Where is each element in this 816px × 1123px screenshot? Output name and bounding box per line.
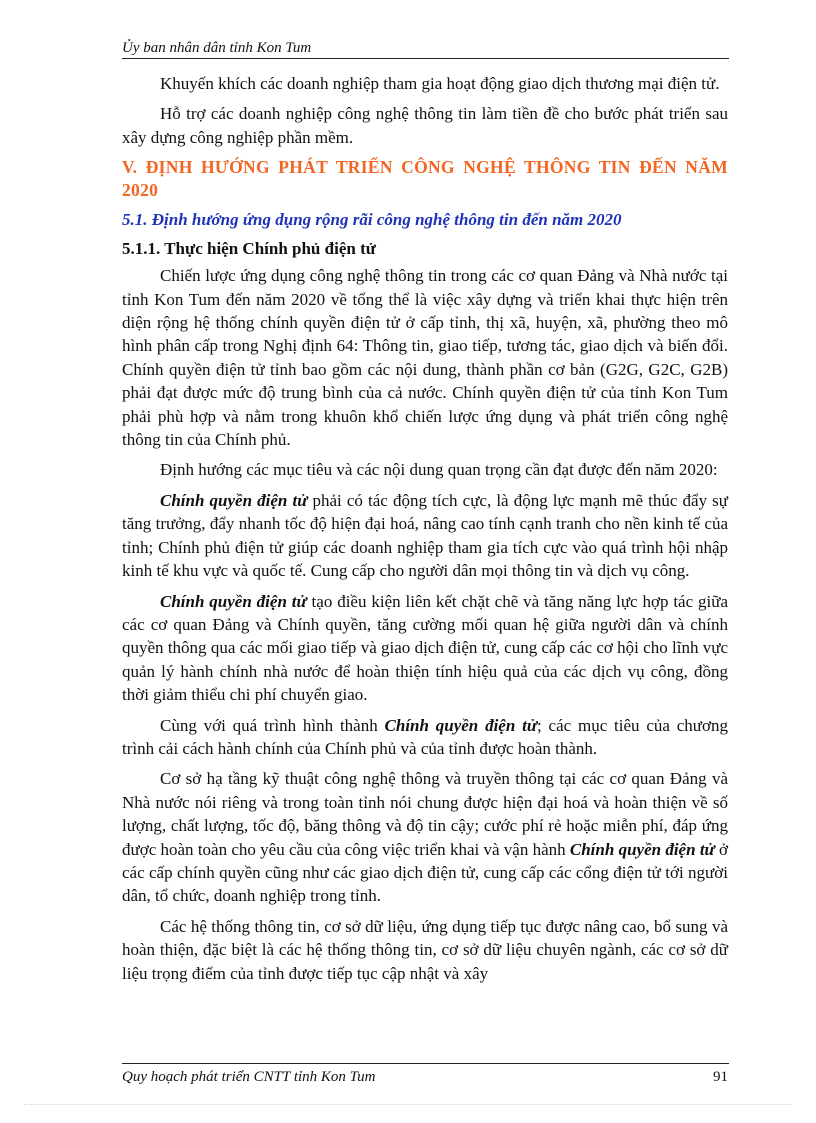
paragraph-7: Các hệ thống thông tin, cơ sở dữ liệu, ứng dụng tiếp tục được nâng cao, bổ sung và hoàn thiện, đặc biệt là các hệ thống thông tin, cơ sở dữ liệu chuyên ngành, các cơ sở dữ liệu trọng điểm của tỉnh được tiếp tục cập nhật và xây <box>122 916 728 983</box>
page-edge-divider <box>24 1104 792 1105</box>
footer-title: Quy hoạch phát triển CNTT tỉnh Kon Tum <box>122 1069 376 1085</box>
paragraph-2: Định hướng các mục tiêu và các nội dung quan trọng cần đạt được đến năm 2020: <box>160 460 718 480</box>
page-content <box>122 72 728 992</box>
page-header: Ủy ban nhân dân tỉnh Kon Tum <box>122 40 312 56</box>
paragraph-text: ; các mục tiêu của chương trình cải cách hành chính của Chính phủ và của tỉnh được hoàn thành. <box>122 715 728 758</box>
section-heading-v: V. ĐỊNH HƯỚNG PHÁT TRIỂN CÔNG NGHỆ THÔNG TIN ĐẾN NĂM 2020 <box>122 157 728 201</box>
paragraph-4 <box>122 590 728 707</box>
paragraph-intro-1: Khuyến khích các doanh nghiệp tham gia hoạt động giao dịch thương mại điện tử. <box>160 74 720 93</box>
paragraph-text: Cơ sở hạ tầng kỹ thuật công nghệ thông và truyền thông tại các cơ quan Đảng và Nhà nước nói riêng và trong toàn tỉnh nói chung được hiện đại hoá và hoàn thiện về số lượng, chất lượng, tốc độ, băng thông và độ tin cậy; cước phí rẻ hoặc miễn phí, đáp ứng được hoàn toàn cho yêu cầu của công việc triển khai và vận hành <box>122 769 728 859</box>
footer-divider <box>122 1063 729 1064</box>
emphasis-term: Chính quyền điện tử <box>160 591 307 611</box>
emphasis-term: Chính quyền điện tử <box>384 715 538 735</box>
header-divider <box>122 58 729 59</box>
paragraph-text: ở các cấp chính quyền cũng như các giao dịch điện tử, cung cấp các cổng điện tử tới người dân, tổ chức, doanh nghiệp trong tỉnh. <box>122 839 728 906</box>
paragraph-text: Cùng với quá trình hình thành <box>160 715 385 735</box>
paragraph-5 <box>122 714 728 761</box>
paragraph-intro-2: Hỗ trợ các doanh nghiệp công nghệ thông tin làm tiền đề cho bước phát triển sau xây dựng công nghiệp phần mềm. <box>122 104 728 147</box>
emphasis-term: Chính quyền điện tử <box>569 839 715 859</box>
page-number: 91 <box>713 1069 728 1085</box>
subsection-heading-5-1: 5.1. Định hướng ứng dụng rộng rãi công nghệ thông tin đến năm 2020 <box>122 210 622 230</box>
emphasis-term: Chính quyền điện tử <box>160 490 308 510</box>
subsubsection-heading-5-1-1: 5.1.1. Thực hiện Chính phủ điện tử <box>122 239 376 259</box>
paragraph-6 <box>122 767 728 907</box>
paragraph-3 <box>122 489 728 583</box>
paragraph-text: phải có tác động tích cực, là động lực mạnh mẽ thúc đẩy sự tăng trưởng, đẩy nhanh tốc độ hiện đại hoá, nâng cao tính cạnh tranh cho nền kinh tế của tỉnh; Chính phủ điện tử giúp các doanh nghiệp tham gia tích cực vào quá trình hội nhập kinh tế khu vực và quốc tế. Cung cấp cho người dân mọi thông tin và dịch vụ công. <box>122 490 729 581</box>
paragraph-1: Chiến lược ứng dụng công nghệ thông tin trong các cơ quan Đảng và Nhà nước tại tỉnh Kon Tum đến năm 2020 về tổng thể là việc xây dựng và triển khai thực hiện trên diện rộng hệ thống chính quyền điện tử ở cấp tỉnh, thị xã, huyện, xã, phường theo mô hình phân cấp trong Nghị định 64: Thông tin, giao tiếp, tương tác, giao dịch và biến đổi. Chính quyền điện tử tỉnh bao gồm các nội dung, thành phần cơ bản (G2G, G2C, G2B) phải đạt được mức độ trung bình của cả nước. Chính quyền điện tử của tỉnh Kon Tum phải phù hợp và nằm trong khuôn khổ chiến lược ứng dụng và phát triển công nghệ thông tin của Chính phủ. <box>122 266 728 450</box>
paragraph-text: tạo điều kiện liên kết chặt chẽ và tăng năng lực hợp tác giữa các cơ quan Đảng và Chính quyền, tăng cường mối quan hệ giữa người dân và chính quyền thông qua các mối giao tiếp và giao dịch điện tử, cung cấp các cơ hội cho lĩnh vực quản lý hành chính nhà nước để hoàn thiện tính hiệu quả của các dịch vụ công, đồng thời giảm thiểu chi phí chuyển giao. <box>122 591 728 705</box>
